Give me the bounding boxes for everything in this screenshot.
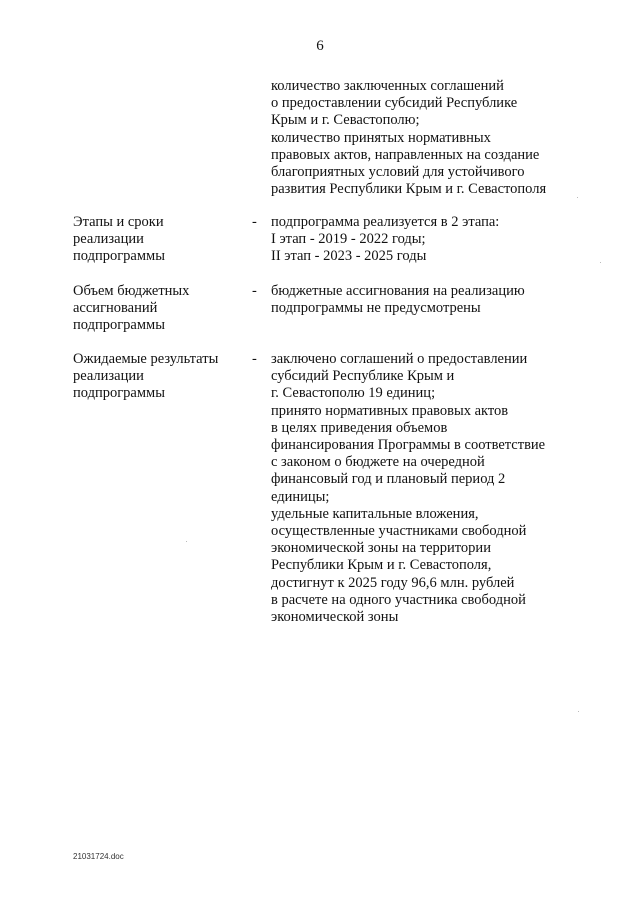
intro-line: о предоставлении субсидий Республике [271,95,518,112]
scan-speck [578,711,579,712]
stages-value [271,214,601,266]
row-dash: - [252,351,257,367]
value-line: субсидий Республике Крым и [271,368,455,385]
intro-line: Крым и г. Севастополю; [271,112,420,129]
value-line: принято нормативных правовых актов [271,402,509,419]
value-line: Республики Крым и г. Севастополя, [271,557,492,574]
value-line: экономической зоны на территории [271,540,491,557]
intro-line: благоприятных условий для устойчивого [271,164,525,181]
value-line: I этап - 2019 - 2022 годы; [271,231,426,248]
value-line: подпрограммы не предусмотрены [271,300,481,317]
row-dash: - [252,214,257,230]
value-line: в целях приведения объемов [271,419,448,436]
label-line: подпрограммы [73,385,165,402]
value-line: подпрограмма реализуется в 2 этапа: [271,214,500,230]
value-line: удельные капитальные вложения, [271,505,479,522]
budget-value [271,283,601,317]
value-line: финансирования Программы в соответствие [271,437,546,454]
value-line: осуществленные участниками свободной [271,523,527,540]
value-line: единицы; [271,488,330,505]
intro-line: количество принятых нормативных [271,129,491,146]
document-filename: 21031724.doc [73,852,124,861]
value-line: г. Севастополю 19 единиц; [271,385,436,402]
intro-line: развития Республики Крым и г. Севастополя [271,181,547,198]
label-line: Объем бюджетных [73,283,190,299]
value-line: заключено соглашений о предоставлении [271,351,528,367]
scan-speck [600,262,601,263]
stages-label [73,214,243,266]
label-line: Этапы и сроки [73,214,164,230]
value-line: в расчете на одного участника свободной [271,591,526,608]
value-line: II этап - 2023 - 2025 годы [271,248,427,265]
budget-label [73,283,243,335]
intro-line: правовых актов, направленных на создание [271,146,540,163]
label-line: подпрограммы [73,317,165,334]
scan-speck [186,541,187,542]
label-line: подпрограммы [73,248,165,265]
intro-indicators-block [271,78,591,198]
value-line: бюджетные ассигнования на реализацию [271,283,525,299]
label-line: Ожидаемые результаты [73,351,219,367]
results-value [271,351,601,626]
value-line: достигнут к 2025 году 96,6 млн. рублей [271,574,515,591]
label-line: реализации [73,231,144,248]
results-label [73,351,243,403]
value-line: экономической зоны [271,609,399,626]
value-line: финансовый год и плановый период 2 [271,471,506,488]
intro-line: количество заключенных соглашений [271,78,504,94]
page-number: 6 [316,38,324,54]
label-line: реализации [73,368,144,385]
value-line: с законом о бюджете на очередной [271,454,485,471]
row-dash: - [252,283,257,299]
scan-speck [577,197,578,198]
label-line: ассигнований [73,300,158,317]
